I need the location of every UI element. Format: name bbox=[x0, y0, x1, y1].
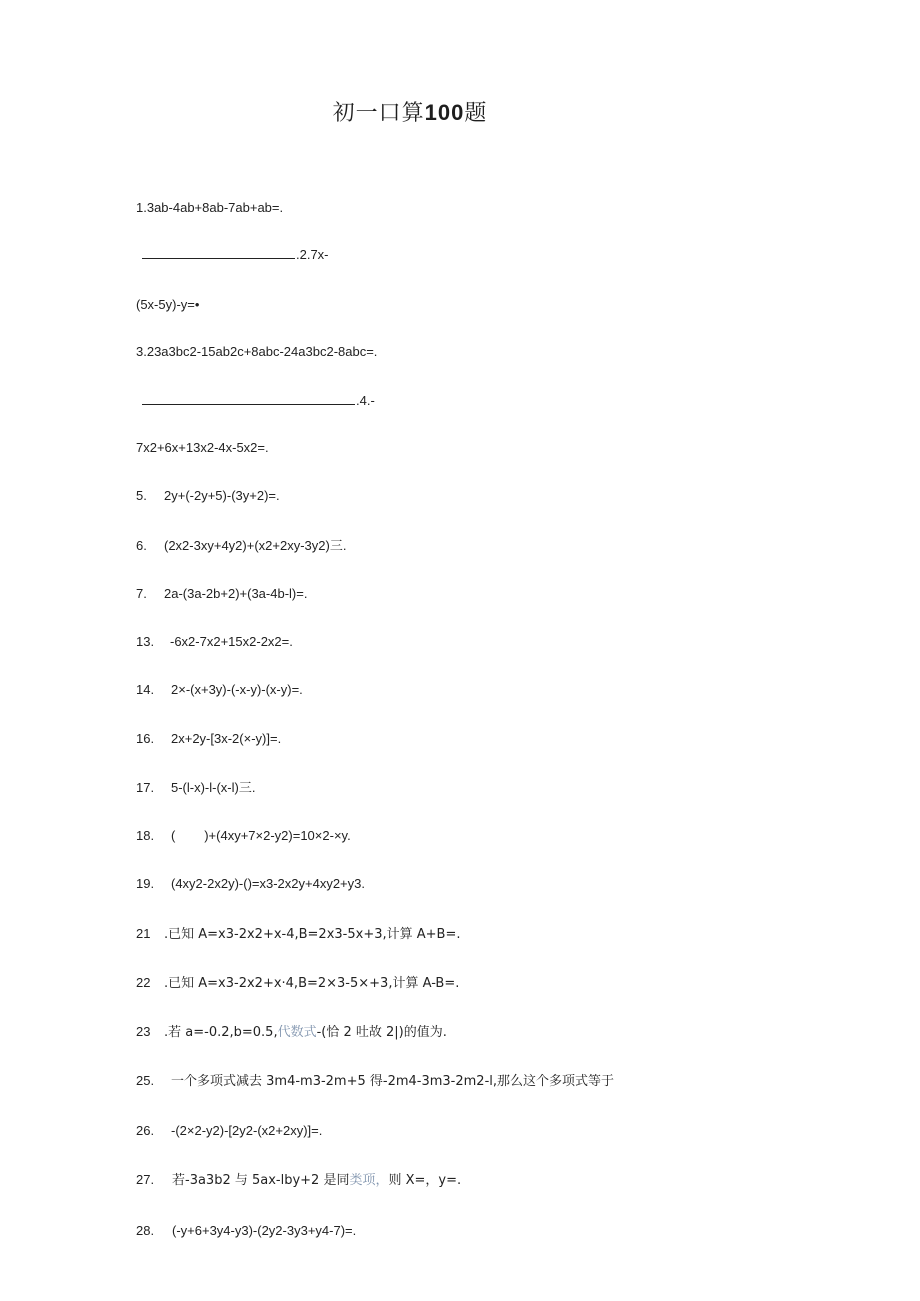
problem-19 bbox=[136, 876, 365, 892]
problem-text: .已知 A=x3-2x2+x-4,B=2x3-5x+3,计算 A+B=. bbox=[164, 927, 461, 942]
problem-27 bbox=[136, 1172, 461, 1189]
problem-25 bbox=[136, 1073, 614, 1090]
title-suffix: 题 bbox=[464, 101, 488, 126]
title-number: 100 bbox=[424, 100, 465, 125]
problem-text: .2.7x- bbox=[296, 247, 329, 262]
problem-text: 2x+2y-[3x-2(×-y)]=. bbox=[171, 731, 282, 746]
problem-number: 7. bbox=[136, 586, 147, 601]
answer-blank bbox=[142, 248, 295, 259]
problem-text: 7x2+6x+13x2-4x-5x2=. bbox=[136, 440, 269, 455]
problem-26 bbox=[136, 1123, 322, 1139]
problem-7 bbox=[136, 586, 307, 602]
answer-blank bbox=[142, 394, 355, 405]
term-link[interactable]: 代数式 bbox=[277, 1025, 317, 1040]
problem-text: 3.23a3bc2-15ab2c+8abc-24a3bc2-8abc=. bbox=[136, 344, 378, 359]
problem-text: ( )+(4xy+7×2-y2)=10×2-×y. bbox=[171, 828, 351, 843]
problem-1 bbox=[136, 200, 283, 216]
problem-number: 22 bbox=[136, 975, 151, 990]
problem-number: 17. bbox=[136, 780, 155, 795]
problem-text: (2x2-3xy+4y2)+(x2+2xy-3y2)三. bbox=[164, 538, 347, 553]
problem-28 bbox=[136, 1223, 356, 1239]
problem-number: 19. bbox=[136, 876, 155, 891]
problem-text: 2y+(-2y+5)-(3y+2)=. bbox=[164, 488, 280, 503]
problem-text: 若-3a3b2 与 5ax-lby+2 是同 bbox=[172, 1173, 350, 1188]
problem-2-line bbox=[142, 247, 329, 263]
problem-text: .4.- bbox=[356, 393, 375, 408]
problem-5 bbox=[136, 488, 280, 504]
problem-number: 6. bbox=[136, 538, 147, 553]
problem-13 bbox=[136, 634, 293, 650]
problem-3 bbox=[136, 344, 377, 360]
problem-number: 28. bbox=[136, 1223, 155, 1238]
problem-text: 5-(l-x)-l-(x-l)三. bbox=[171, 780, 256, 795]
problem-22 bbox=[136, 975, 459, 992]
problem-number: 5. bbox=[136, 488, 147, 503]
problem-6 bbox=[136, 538, 346, 554]
problem-number: 21 bbox=[136, 926, 151, 941]
title-prefix: 初一口算 bbox=[332, 101, 425, 126]
problem-text: 则 X=，y=. bbox=[388, 1173, 462, 1188]
problem-16 bbox=[136, 731, 281, 747]
problem-text: -(恰 2 吐故 2|)的值为. bbox=[316, 1025, 447, 1040]
problem-17 bbox=[136, 780, 255, 796]
problem-number: 16. bbox=[136, 731, 155, 746]
problem-text: 2×-(x+3y)-(-x-y)-(x-y)=. bbox=[171, 682, 303, 697]
problem-text: -6x2-7x2+15x2-2x2=. bbox=[170, 634, 293, 649]
problem-14 bbox=[136, 682, 303, 698]
problem-number: 25. bbox=[136, 1073, 155, 1088]
problem-number: 18. bbox=[136, 828, 155, 843]
problem-text: .若 a=-0.2,b=0.5, bbox=[164, 1025, 278, 1040]
problem-text: 2a-(3a-2b+2)+(3a-4b-l)=. bbox=[164, 586, 308, 601]
problem-number: 13. bbox=[136, 634, 155, 649]
problem-text: (-y+6+3y4-y3)-(2y2-3y3+y4-7)=. bbox=[172, 1223, 357, 1238]
problem-text: (5x-5y)-y=• bbox=[136, 297, 200, 312]
term-link[interactable]: 类项， bbox=[349, 1173, 389, 1188]
problem-4-cont bbox=[136, 440, 269, 456]
problem-number: 14. bbox=[136, 682, 155, 697]
problem-text: -(2×2-y2)-[2y2-(x2+2xy)]=. bbox=[171, 1123, 323, 1138]
problem-text: (4xy2-2x2y)-()=x3-2x2y+4xy2+y3. bbox=[171, 876, 365, 891]
problem-4-line bbox=[142, 393, 375, 409]
problem-number: 26. bbox=[136, 1123, 155, 1138]
problem-23 bbox=[136, 1024, 447, 1041]
problem-text: .已知 A=x3-2x2+x·4,B=2×3-5×+3,计算 A-B=. bbox=[164, 976, 460, 991]
problem-number: 23 bbox=[136, 1024, 151, 1039]
problem-18 bbox=[136, 828, 351, 844]
page-title bbox=[0, 96, 820, 127]
problem-number: 27. bbox=[136, 1172, 155, 1187]
problem-21 bbox=[136, 926, 460, 943]
problem-2-cont bbox=[136, 297, 199, 313]
problem-text: 1.3ab-4ab+8ab-7ab+ab=. bbox=[136, 200, 284, 215]
problem-text: 一个多项式减去 3m4-m3-2m+5 得-2m4-3m3-2m2-l,那么这个多项式等于 bbox=[171, 1074, 615, 1089]
